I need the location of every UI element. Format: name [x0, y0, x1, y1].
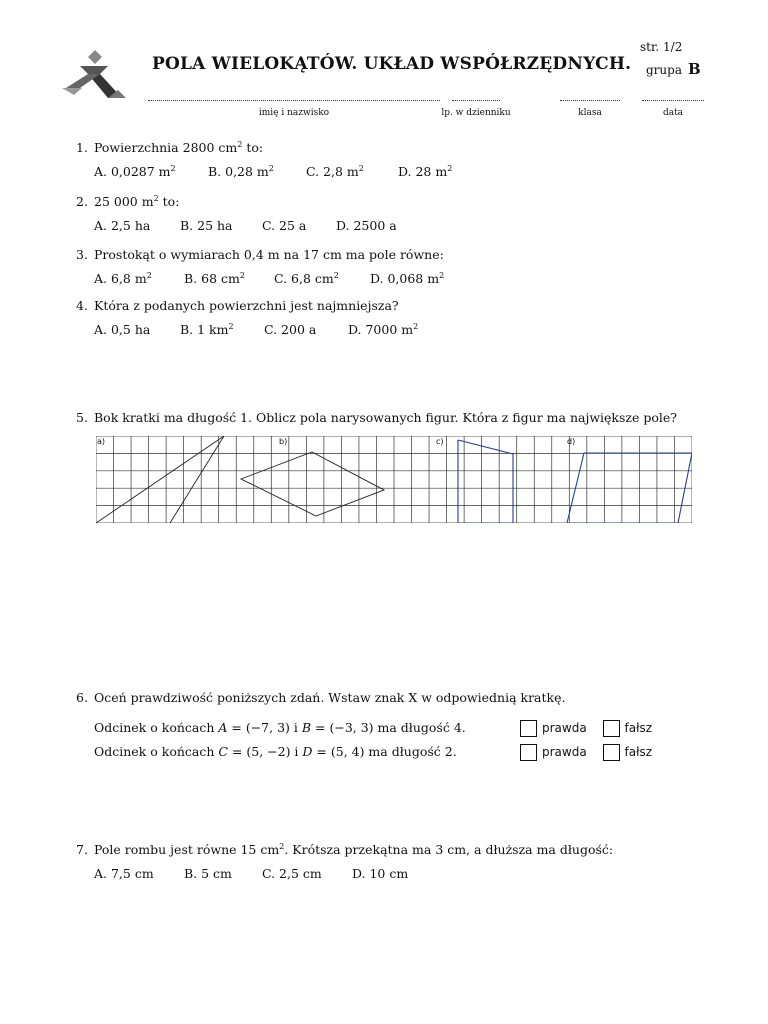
- figures-grid: [96, 436, 692, 523]
- school-logo: [60, 48, 130, 103]
- statement-2-true-checkbox[interactable]: [520, 744, 537, 761]
- option-c[interactable]: C. 2,8 $m^2$: [305, 164, 364, 180]
- question-7: 7. Pole rombu jest równe 15 $cm^2$. Krótsza przekątna ma 3 cm, a dłuższa ma długość:: [76, 842, 614, 858]
- statement-1: Odcinek o końcach A = (−7, 3) i B = (−3, 3) ma długość 4.: [94, 720, 466, 735]
- option-a[interactable]: A. 0,5 ha: [94, 322, 151, 338]
- question-1: 1. Powierzchnia 2800 $cm^2$ to:: [76, 140, 264, 156]
- question-2: 2. 25 000 $m^2$ to:: [76, 194, 180, 210]
- option-b[interactable]: B. 0,28 $m^2$: [207, 164, 274, 180]
- question-4-options: [94, 322, 418, 337]
- figure-label-b: b): [279, 437, 288, 446]
- figure-c: [458, 440, 513, 523]
- figure-a: [96, 436, 224, 523]
- class-field-label: klasa: [578, 108, 602, 118]
- class-number-field-line[interactable]: [452, 100, 500, 101]
- question-3: 3. Prostokąt o wymiarach 0,4 m na 17 cm ma pole równe:: [76, 247, 444, 262]
- option-a[interactable]: A. 2,5 ha: [94, 218, 151, 233]
- worksheet-title: POLA WIELOKĄTÓW. UKŁAD WSPÓŁRZĘDNYCH.: [152, 54, 632, 74]
- option-c[interactable]: C. 6,8 $cm^2$: [273, 271, 339, 287]
- statement-1-true-checkbox[interactable]: [520, 720, 537, 737]
- question-7-options: [94, 866, 408, 881]
- figure-label-d: d): [567, 437, 576, 446]
- date-field-line[interactable]: [642, 100, 704, 101]
- question-6: 6. Oceń prawdziwość poniższych zdań. Wstaw znak X w odpowiednią kratkę.: [76, 690, 566, 705]
- statement-1-answers: prawda fałsz: [520, 720, 652, 737]
- figure-label-a: a): [97, 437, 106, 446]
- option-b[interactable]: B. 68 $cm^2$: [183, 271, 245, 287]
- option-b[interactable]: B. 5 cm: [183, 866, 232, 881]
- statement-1-false-checkbox[interactable]: [603, 720, 620, 737]
- question-3-options: [94, 271, 444, 286]
- option-a[interactable]: A. 6,8 $m^2$: [94, 271, 152, 287]
- option-c[interactable]: C. 2,5 cm: [261, 866, 322, 881]
- option-d[interactable]: D. 7000 $m^2$: [347, 322, 419, 338]
- question-5: 5. Bok kratki ma długość 1. Oblicz pola narysowanych figur. Która z figur ma największe pole?: [76, 410, 678, 425]
- option-a[interactable]: A. 0,0287 $m^2$: [94, 164, 176, 180]
- question-2-options: [94, 218, 397, 233]
- class-number-field-label: lp. w dzienniku: [441, 108, 511, 118]
- class-field-line[interactable]: [560, 100, 620, 101]
- option-b[interactable]: B. 1 $km^2$: [179, 322, 234, 338]
- option-b[interactable]: B. 25 ha: [179, 218, 233, 233]
- question-4: 4. Która z podanych powierzchni jest najmniejsza?: [76, 298, 399, 313]
- name-field-line[interactable]: [148, 100, 440, 101]
- date-field-label: data: [662, 108, 684, 118]
- option-a[interactable]: A. 7,5 cm: [94, 866, 154, 881]
- option-d[interactable]: D. 10 cm: [351, 866, 409, 881]
- figure-b: [241, 452, 384, 516]
- group-value: B: [687, 60, 701, 78]
- statement-2: Odcinek o końcach C = (5, −2) i D = (5, 4) ma długość 2.: [94, 744, 457, 759]
- option-d[interactable]: D. 28 $m^2$: [397, 164, 453, 180]
- figure-label-c: c): [436, 437, 444, 446]
- option-d[interactable]: D. 2500 a: [335, 218, 397, 233]
- option-d[interactable]: D. 0,068 $m^2$: [369, 271, 445, 287]
- group-label: grupa B: [646, 60, 701, 78]
- name-field-label: imię i nazwisko: [258, 108, 330, 118]
- page-number: str. 1/2: [640, 40, 683, 54]
- statement-2-false-checkbox[interactable]: [603, 744, 620, 761]
- option-c[interactable]: C. 200 a: [263, 322, 317, 338]
- option-c[interactable]: C. 25 a: [261, 218, 307, 233]
- statement-2-answers: prawda fałsz: [520, 744, 652, 761]
- question-1-options: [94, 164, 452, 179]
